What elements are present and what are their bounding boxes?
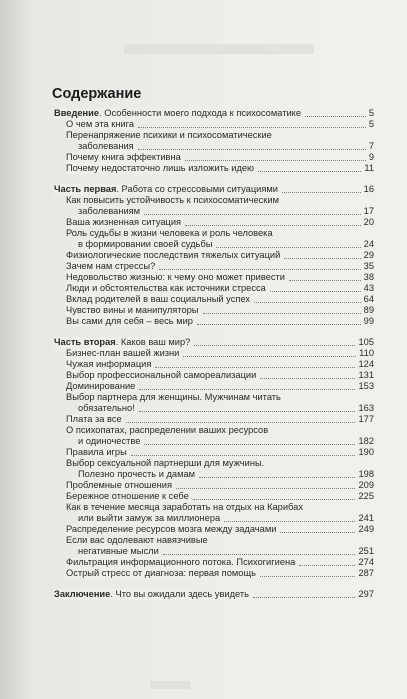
section-heading: Часть вторая <box>54 337 116 347</box>
entry-label <box>78 403 137 414</box>
dot-leader <box>260 575 356 577</box>
entry-label <box>66 305 201 316</box>
entry-label <box>66 568 258 579</box>
toc-section <box>54 589 374 600</box>
entry-label <box>66 261 157 272</box>
page-number: 16 <box>363 184 374 194</box>
toc-entry: Вклад родителей в ваш социальный успех <box>66 294 250 304</box>
toc-line <box>54 491 374 502</box>
toc-line <box>54 392 374 403</box>
bleed-through-page-number <box>150 681 190 689</box>
toc-entry: Вы сами для себя – весь мир <box>66 316 193 326</box>
toc-entry: заболеваниям <box>78 206 141 216</box>
page-number: 163 <box>358 403 374 413</box>
toc-entry: Распределение ресурсов мозга между задачами <box>66 524 277 534</box>
page-number: 190 <box>358 447 374 457</box>
table-of-contents <box>54 108 374 610</box>
page-number: 35 <box>363 261 374 271</box>
toc-entry: Бизнес-план вашей жизни <box>66 348 180 358</box>
bleed-through-text <box>124 44 314 54</box>
toc-entry: Проблемные отношения <box>66 480 173 490</box>
entry-label <box>78 436 142 447</box>
toc-entry: Люди и обстоятельства как источники стресса <box>66 283 266 293</box>
entry-label: Если вас одолевают навязчивые <box>66 535 208 545</box>
page-number: 5 <box>368 119 374 129</box>
toc-entry: Ваша жизненная ситуация <box>66 217 182 227</box>
entry-label <box>54 184 280 195</box>
toc-entry: и одиночестве <box>78 436 141 446</box>
toc-line <box>54 447 374 458</box>
dot-leader <box>139 410 356 412</box>
toc-entry: Правила игры <box>66 447 127 457</box>
toc-line <box>54 228 374 239</box>
entry-label <box>66 163 256 174</box>
dot-leader <box>185 224 361 226</box>
toc-line <box>54 359 374 370</box>
toc-entry: Доминирование <box>66 381 136 391</box>
toc-line <box>54 261 374 272</box>
toc-line <box>54 546 374 557</box>
toc-line <box>54 535 374 546</box>
toc-line <box>54 250 374 261</box>
section-subtitle: . Работа со стрессовыми ситуациями <box>116 184 278 194</box>
toc-line <box>54 217 374 228</box>
toc-line <box>54 370 374 381</box>
toc-line <box>54 403 374 414</box>
page-number: 20 <box>363 217 374 227</box>
page-number: 9 <box>368 152 374 162</box>
section-subtitle: . Каков ваш мир? <box>115 337 191 347</box>
dot-leader <box>138 148 366 150</box>
page-number: 38 <box>363 272 374 282</box>
dot-leader <box>258 170 361 172</box>
toc-section <box>54 337 374 579</box>
entry-label: Роль судьбы в жизни человека и роль человека <box>66 228 273 238</box>
dot-leader <box>144 443 355 445</box>
entry-label <box>66 524 278 535</box>
page-number: 209 <box>358 480 374 490</box>
page-number: 153 <box>358 381 374 391</box>
page-number: 274 <box>358 557 374 567</box>
entry-label <box>66 294 252 305</box>
dot-leader <box>183 355 356 357</box>
page-number: 225 <box>358 491 374 501</box>
section-heading: Часть первая <box>54 184 117 194</box>
dot-leader <box>203 312 361 314</box>
toc-line <box>54 316 374 327</box>
toc-section <box>54 108 374 174</box>
page-number: 64 <box>363 294 374 304</box>
entry-label <box>66 370 258 381</box>
toc-line <box>54 524 374 535</box>
dot-leader <box>280 531 355 533</box>
toc-line <box>54 337 374 348</box>
toc-entry: Фильтрация информационного потока. Психогигиена <box>66 557 296 567</box>
entry-label <box>66 359 153 370</box>
toc-entry: Почему недостаточно лишь изложить идею <box>66 163 255 173</box>
page-number: 29 <box>363 250 374 260</box>
toc-entry: Чужая информация <box>66 359 152 369</box>
page-number: 124 <box>358 359 374 369</box>
toc-entry: Зачем нам стрессы? <box>66 261 156 271</box>
entry-label <box>66 272 287 283</box>
toc-line <box>54 152 374 163</box>
toc-entry: Выбор профессиональной самореализации <box>66 370 257 380</box>
toc-line <box>54 513 374 524</box>
entry-label <box>54 589 251 600</box>
entry-label <box>66 152 183 163</box>
entry-label <box>78 546 161 557</box>
toc-entry: Острый стресс от диагноза: первая помощь <box>66 568 256 578</box>
dot-leader <box>185 159 366 161</box>
dot-leader <box>144 213 361 215</box>
page-number: 17 <box>363 206 374 216</box>
dot-leader <box>299 564 355 566</box>
dot-leader <box>138 126 366 128</box>
entry-label <box>66 557 297 568</box>
toc-line <box>54 425 374 436</box>
page-number: 105 <box>358 337 374 347</box>
toc-line <box>54 119 374 130</box>
section-heading: Заключение <box>54 589 111 599</box>
page-number: 198 <box>358 469 374 479</box>
entry-label <box>66 480 174 491</box>
toc-section <box>54 184 374 327</box>
entry-label <box>78 206 142 217</box>
page-number: 99 <box>363 316 374 326</box>
toc-line <box>54 436 374 447</box>
page-number: 241 <box>358 513 374 523</box>
toc-line <box>54 305 374 316</box>
entry-label <box>66 491 191 502</box>
entry-label: Как повысить устойчивость к психосоматическим <box>66 195 279 205</box>
entry-label <box>66 447 129 458</box>
entry-label <box>66 217 183 228</box>
dot-leader <box>163 553 356 555</box>
toc-entry: негативные мысли <box>78 546 159 556</box>
dot-leader <box>193 498 356 500</box>
page-number: 11 <box>364 163 374 173</box>
page-number: 7 <box>368 141 374 151</box>
entry-label <box>66 348 181 359</box>
toc-entry: заболевания <box>78 141 134 151</box>
page-number: 131 <box>358 370 374 380</box>
toc-line <box>54 283 374 294</box>
page-number: 89 <box>363 305 374 315</box>
toc-line <box>54 130 374 141</box>
dot-leader <box>224 520 355 522</box>
toc-line <box>54 272 374 283</box>
toc-entry: Недовольство жизнью: к чему оно может привести <box>66 272 285 282</box>
toc-entry: Физиологические последствия тяжелых ситуаций <box>66 250 281 260</box>
toc-entry: О чем эта книга <box>66 119 135 129</box>
dot-leader <box>126 421 356 423</box>
dot-leader <box>305 115 366 117</box>
toc-line <box>54 195 374 206</box>
toc-entry: Почему книга эффективна <box>66 152 181 162</box>
toc-line <box>54 348 374 359</box>
page-number: 297 <box>358 589 374 599</box>
page-title: Содержание <box>52 86 142 102</box>
entry-label <box>78 469 197 480</box>
entry-label: Перенапряжение психики и психосоматические <box>66 130 272 140</box>
toc-line <box>54 502 374 513</box>
toc-entry: Чувство вины и манипуляторы <box>66 305 199 315</box>
toc-entry: Полезно прочесть и дамам <box>78 469 196 479</box>
toc-line <box>54 589 374 600</box>
entry-label <box>54 108 303 119</box>
dot-leader <box>270 290 361 292</box>
entry-label <box>78 141 136 152</box>
section-heading: Введение <box>54 108 100 118</box>
toc-entry: обязательно! <box>78 403 135 413</box>
page-number: 182 <box>358 436 374 446</box>
toc-line <box>54 568 374 579</box>
entry-label: О психопатах, распределении ваших ресурсов <box>66 425 269 435</box>
toc-line <box>54 480 374 491</box>
page-number: 249 <box>358 524 374 534</box>
toc-line <box>54 469 374 480</box>
toc-line <box>54 381 374 392</box>
dot-leader <box>282 191 361 193</box>
entry-label <box>78 513 222 524</box>
entry-label <box>66 414 124 425</box>
entry-label <box>78 239 214 250</box>
entry-label: Как в течение месяца заработать на отдых на Карибах <box>66 502 303 512</box>
page-number: 110 <box>359 348 374 358</box>
entry-label <box>66 316 195 327</box>
entry-label <box>66 283 268 294</box>
toc-entry: в формировании своей судьбы <box>78 239 213 249</box>
dot-leader <box>254 301 361 303</box>
toc-line <box>54 163 374 174</box>
entry-label <box>66 119 136 130</box>
page-number: 287 <box>358 568 374 578</box>
dot-leader <box>194 344 355 346</box>
toc-line <box>54 414 374 425</box>
toc-line <box>54 184 374 195</box>
dot-leader <box>260 377 355 379</box>
toc-line <box>54 294 374 305</box>
entry-label <box>66 250 282 261</box>
entry-label: Выбор сексуальной партнерши для мужчины. <box>66 458 265 468</box>
dot-leader <box>199 476 355 478</box>
dot-leader <box>216 246 360 248</box>
entry-label <box>66 381 137 392</box>
toc-line <box>54 108 374 119</box>
toc-line <box>54 458 374 469</box>
section-subtitle: . Особенности моего подхода к психосоматике <box>99 108 301 118</box>
toc-entry: Бережное отношение к себе <box>66 491 189 501</box>
dot-leader <box>176 487 355 489</box>
dot-leader <box>284 257 360 259</box>
page-number: 43 <box>363 283 374 293</box>
dot-leader <box>159 268 360 270</box>
toc-entry: Плата за все <box>66 414 122 424</box>
dot-leader <box>139 388 355 390</box>
dot-leader <box>155 366 355 368</box>
entry-label: Выбор партнера для женщины. Мужчинам читать <box>66 392 281 402</box>
dot-leader <box>253 596 356 598</box>
toc-line <box>54 557 374 568</box>
page-number: 177 <box>358 414 374 424</box>
section-subtitle: . Что вы ожидали здесь увидеть <box>110 589 249 599</box>
page-number: 5 <box>368 108 374 118</box>
dot-leader <box>289 279 361 281</box>
entry-label <box>54 337 192 348</box>
toc-line <box>54 141 374 152</box>
toc-line <box>54 206 374 217</box>
toc-entry: или выйти замуж за миллионера <box>78 513 221 523</box>
page-number: 251 <box>358 546 374 556</box>
dot-leader <box>131 454 356 456</box>
toc-line <box>54 239 374 250</box>
dot-leader <box>197 323 361 325</box>
page-number: 24 <box>363 239 374 249</box>
